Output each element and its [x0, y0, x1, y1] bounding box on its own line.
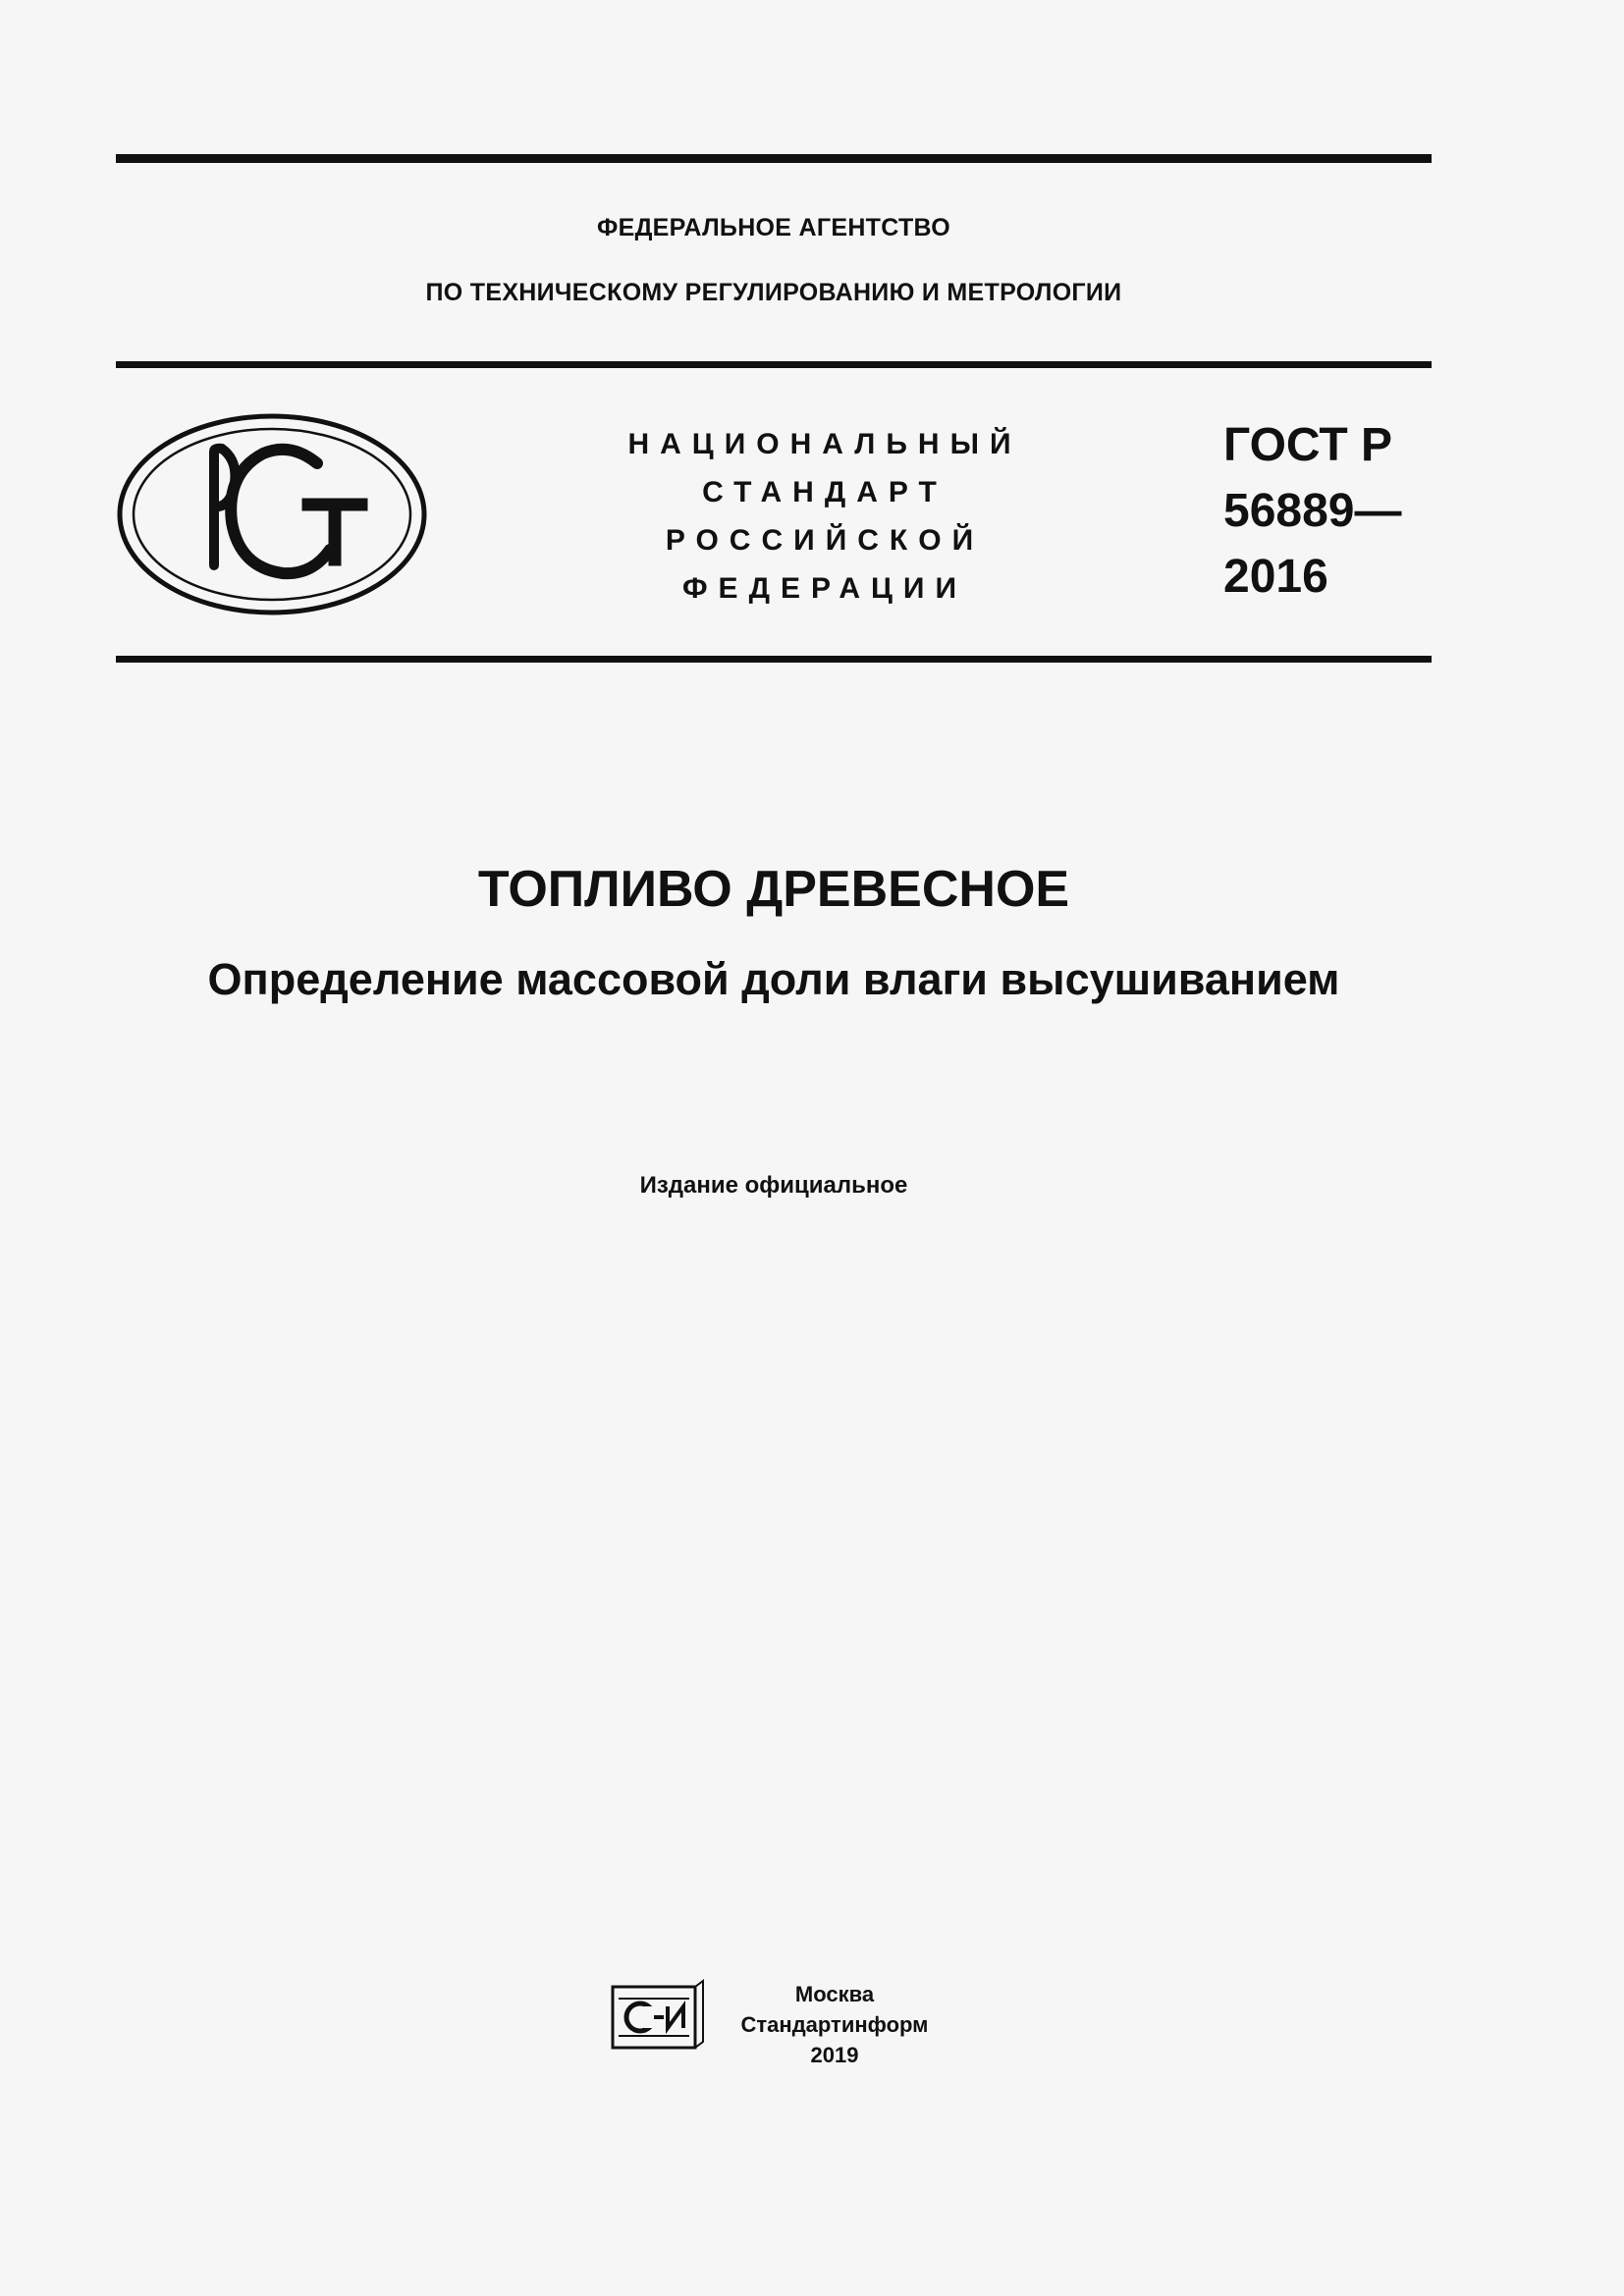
header-divider-rule — [116, 361, 1432, 368]
standard-code-line-2: 56889— — [1223, 485, 1402, 537]
standard-code-line-3: 2016 — [1223, 551, 1328, 603]
national-line-2: СТАНДАРТ — [702, 476, 947, 508]
imprint-block — [717, 1979, 952, 2070]
standard-code — [1223, 412, 1459, 610]
national-line-4: ФЕДЕРАЦИИ — [681, 572, 968, 605]
agency-line-1: ФЕДЕРАЛЬНОЕ АГЕНТСТВО — [596, 214, 951, 241]
agency-line-2: ПО ТЕХНИЧЕСКОМУ РЕГУЛИРОВАНИЮ И МЕТРОЛОГИИ — [425, 279, 1122, 306]
standard-bottom-rule — [116, 656, 1432, 663]
imprint-year: 2019 — [810, 2043, 859, 2067]
imprint-city: Москва — [794, 1982, 875, 2006]
standartinform-logo-icon — [611, 1979, 705, 2054]
national-standard-label — [550, 420, 1100, 613]
document-title: ТОПЛИВО ДРЕВЕСНОЕ — [477, 861, 1070, 918]
imprint-publisher: Стандартинформ — [740, 2012, 929, 2037]
standard-code-line-1: ГОСТ Р — [1223, 419, 1393, 471]
document-subtitle: Определение массовой доли влаги высушиванием — [207, 954, 1340, 1004]
top-rule — [116, 154, 1432, 163]
national-line-1: НАЦИОНАЛЬНЫЙ — [627, 428, 1022, 460]
rst-conformity-mark-icon — [116, 412, 428, 616]
edition-label: Издание официальное — [639, 1172, 908, 1199]
national-line-3: РОССИЙСКОЙ — [665, 524, 985, 557]
